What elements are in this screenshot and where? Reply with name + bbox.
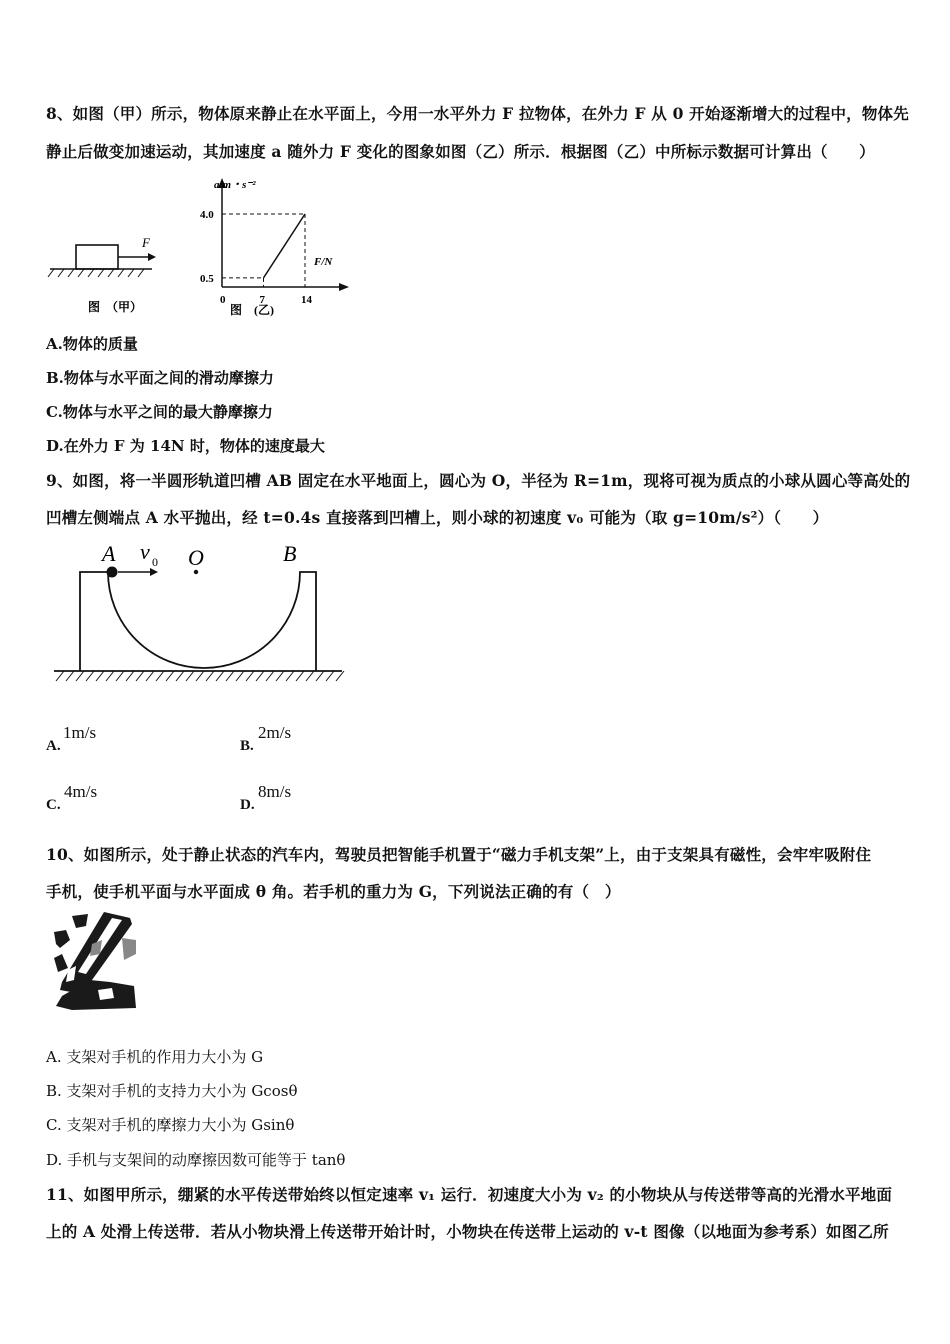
- caption-a: 图 （甲）: [88, 300, 143, 314]
- q8-option-a[interactable]: A.物体的质量: [46, 335, 138, 353]
- force-label: F: [142, 235, 150, 250]
- label-a: A: [102, 541, 116, 566]
- q10-stem-line-1: 10、如图所示，处于静止状态的汽车内，驾驶员把智能手机置于“磁力手机支架”上，由于支架具有磁性，会牢牢吸附住: [46, 845, 872, 864]
- q10-option-d[interactable]: D. 手机与支架间的动摩擦因数可能等于 tanθ: [46, 1151, 346, 1169]
- ground-hatch: [56, 671, 344, 681]
- q8-option-d[interactable]: D.在外力 F 为 14N 时，物体的速度最大: [46, 437, 325, 455]
- q9-option-c-value[interactable]: 4m/s: [64, 782, 98, 801]
- q11-stem-line-2: 上的 A 处滑上传送带．若从小物块滑上传送带开始计时，小物块在传送带上运动的 v-t 图像（以地面为参考系）如图乙所: [46, 1222, 889, 1241]
- q8-option-b[interactable]: B.物体与水平面之间的滑动摩擦力: [46, 369, 274, 387]
- velocity-arrowhead: [150, 568, 158, 576]
- q8-stem-line-1: 8、如图（甲）所示，物体原来静止在水平面上，今用一水平外力 F 拉物体，在外力 F 从 0 开始逐渐增大的过程中，物体先: [46, 104, 909, 123]
- q9-option-d-value[interactable]: 8m/s: [258, 782, 292, 801]
- block: [76, 245, 118, 269]
- ball: [107, 567, 118, 578]
- q11-stem-line-1: 11、如图甲所示，绷紧的水平传送带始终以恒定速率 v₁ 运行．初速度大小为 v₂ 的小物块从与传送带等高的光滑水平地面: [46, 1185, 893, 1204]
- q9-stem-line-2: 凹槽左侧端点 A 水平抛出，经 t=0.4s 直接落到凹槽上，则小球的初速度 v₀ 可能为（取 g=10m/s²）（ ）: [46, 508, 829, 527]
- q10-option-b[interactable]: B. 支架对手机的支持力大小为 Gcosθ: [46, 1082, 298, 1100]
- q8-option-c[interactable]: C.物体与水平之间的最大静摩擦力: [46, 403, 273, 421]
- q9-option-a-letter[interactable]: A.: [46, 738, 61, 754]
- x-tick-label: 0: [220, 294, 226, 306]
- q9-option-c-letter[interactable]: C.: [46, 797, 61, 813]
- q8-figure-b-chart: [196, 172, 356, 322]
- x-tick-label: 7: [259, 294, 265, 306]
- caption-b: 图 (乙): [230, 303, 274, 317]
- data-line-series: [264, 214, 306, 278]
- ground-hatch: [48, 269, 144, 277]
- y-tick-label: 4.0: [200, 209, 214, 221]
- label-o: O: [188, 545, 204, 570]
- q9-option-b-value[interactable]: 2m/s: [258, 723, 292, 742]
- q9-stem-line-1: 9、如图，将一半圆形轨道凹槽 AB 固定在水平地面上，圆心为 O，半径为 R=1m，现将可视为质点的小球从圆心等高处的: [46, 471, 911, 490]
- q10-option-a[interactable]: A. 支架对手机的作用力大小为 G: [46, 1048, 264, 1066]
- q8-stem-line-2: 静止后做变加速运动，其加速度 a 随外力 F 变化的图象如图（乙）所示．根据图（乙）中所标示数据可计算出（ ）: [46, 142, 875, 161]
- q9-option-d-letter[interactable]: D.: [240, 797, 255, 813]
- q9-figure-groove: [46, 536, 356, 696]
- x-axis-arrow: [339, 283, 349, 291]
- center-point: [194, 570, 198, 574]
- y-tick-label: 0.5: [200, 272, 214, 285]
- q10-phone-holder-photo: [52, 910, 138, 1012]
- label-b: B: [283, 541, 297, 566]
- q10-stem-line-2: 手机，使手机平面与水平面成 θ 角。若手机的重力为 G，下列说法正确的有（ ）: [46, 882, 621, 901]
- force-arrowhead: [148, 253, 156, 261]
- groove-outline: [80, 572, 316, 671]
- q9-option-b-letter[interactable]: B.: [240, 738, 254, 754]
- q9-option-a-value[interactable]: 1m/s: [63, 723, 97, 742]
- q8-figure-a: [40, 225, 170, 325]
- label-v-sub: 0: [152, 555, 158, 569]
- x-axis-label: F/N: [314, 256, 333, 268]
- y-axis-label: a/m・s⁻²: [214, 179, 256, 191]
- q10-option-c[interactable]: C. 支架对手机的摩擦力大小为 Gsinθ: [46, 1116, 295, 1134]
- x-tick-label: 14: [301, 294, 312, 306]
- label-v: v: [140, 539, 150, 564]
